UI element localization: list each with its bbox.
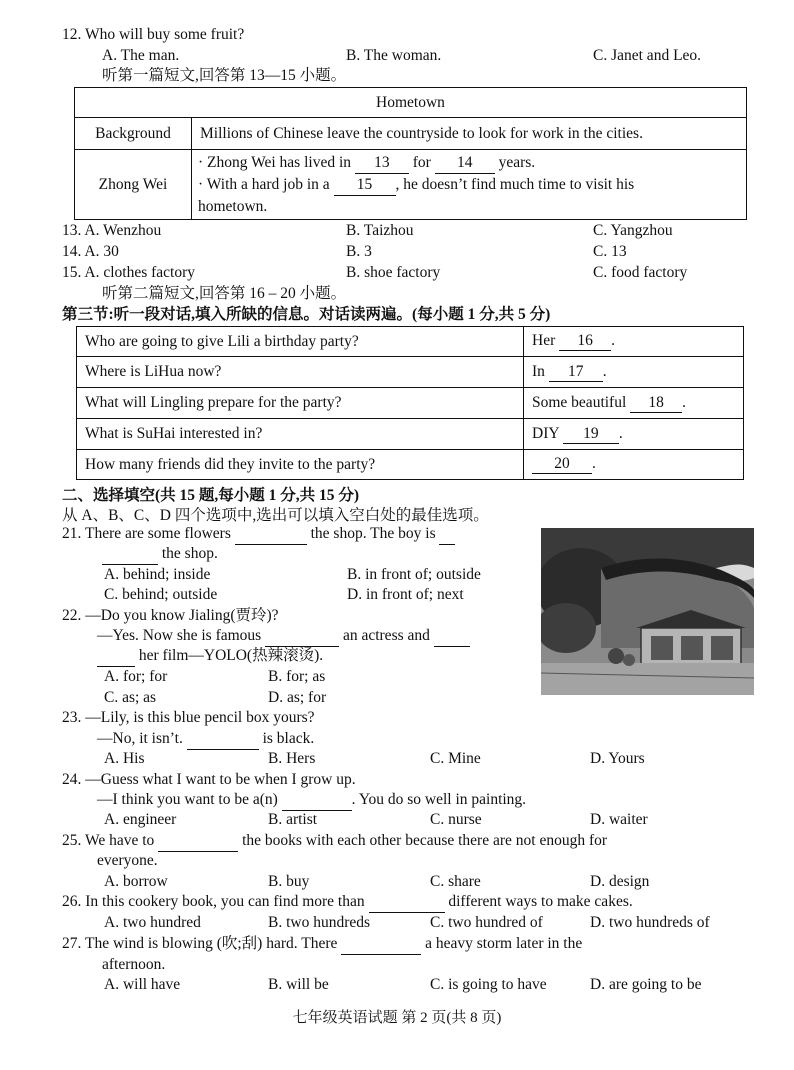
blank-14: 14	[435, 152, 495, 174]
zhong-wei-details	[192, 150, 747, 220]
q24-text-a: —I think you want to be a(n)	[97, 791, 278, 808]
q27-blank	[341, 934, 421, 955]
info-row	[77, 327, 744, 357]
q22-option-d: D. as; for	[268, 689, 327, 706]
part2-instruction: 从 A、B、C、D 四个选项中,选出可以填入空白处的最佳选项。	[62, 507, 489, 524]
line2-post: , he doesn’t find much time to visit his	[395, 176, 635, 193]
q22-blank2a	[434, 626, 470, 647]
background-label: Background	[75, 118, 192, 150]
line3: hometown.	[198, 198, 268, 215]
q12-option-b: B. The woman.	[346, 47, 442, 64]
q22-blank2b	[97, 646, 135, 667]
q27-line2: afternoon.	[102, 956, 166, 973]
q24-option-d: D. waiter	[590, 811, 648, 828]
zhong-wei-label: Zhong Wei	[75, 150, 192, 220]
q24-option-c: C. nurse	[430, 811, 482, 828]
answer-prefix: Some beautiful	[532, 393, 627, 411]
q23-option-c: C. Mine	[430, 750, 481, 767]
answer-suffix: .	[682, 393, 687, 411]
q14-option-c: C. 13	[593, 243, 627, 260]
answer-suffix: .	[592, 455, 596, 472]
q22-option-c: C. as; as	[104, 689, 157, 706]
q27-option-c: C. is going to have	[430, 976, 547, 993]
q15-option-c: C. food factory	[593, 264, 688, 281]
part2-title: 二、选择填空(共 15 题,每小题 1 分,共 15 分)	[62, 487, 360, 504]
q22-line1: 22. —Do you know Jialing(贾玲)?	[62, 607, 279, 624]
q26-line1	[62, 892, 633, 913]
q12-option-a: A. The man.	[102, 47, 180, 64]
info-row	[77, 388, 744, 419]
answer-suffix: .	[618, 424, 623, 442]
q14-option-a: 14. A. 30	[62, 243, 119, 260]
line1-pre: · Zhong Wei has lived in	[198, 154, 352, 171]
info-question: How many friends did they invite to the party?	[77, 450, 524, 480]
info-row	[77, 419, 744, 450]
q24-line1: 24. —Guess what I want to be when I grow up.	[62, 771, 356, 788]
q25-blank	[158, 831, 238, 852]
blank-16: 16	[559, 332, 611, 351]
blank-18: 18	[630, 394, 682, 413]
info-question: What will Lingling prepare for the party?	[77, 388, 524, 419]
q27-text-a: 27. The wind is blowing (吹;刮) hard. There	[62, 935, 338, 952]
info-table	[76, 326, 744, 480]
q25-option-c: C. share	[430, 873, 481, 890]
info-row	[77, 450, 744, 480]
q22-text-a: —Yes. Now she is famous	[97, 627, 262, 644]
info-answer	[524, 450, 744, 480]
info-question: What is SuHai interested in?	[77, 419, 524, 450]
q25-text-a: 25. We have to	[62, 832, 155, 849]
q22-text-c: her film—YOLO(热辣滚烫).	[138, 647, 324, 664]
info-question: Who are going to give Lili a birthday party?	[77, 327, 524, 357]
q27-option-d: D. are going to be	[590, 976, 702, 993]
q12-option-c: C. Janet and Leo.	[593, 47, 702, 64]
q21-line1	[62, 524, 455, 545]
answer-prefix: DIY	[532, 424, 559, 442]
q25-text-b: the books with each other because there are not enough for	[242, 832, 608, 849]
q23-text-b: is black.	[262, 730, 315, 747]
q21-option-c: C. behind; outside	[104, 586, 218, 603]
q21-blank1	[235, 524, 307, 545]
line1-mid: for	[412, 154, 431, 171]
q23-option-d: D. Yours	[590, 750, 645, 767]
q21-text-c: the shop.	[161, 545, 218, 562]
q21-option-d: D. in front of; next	[347, 586, 464, 603]
q25-option-d: D. design	[590, 873, 650, 890]
answer-suffix: .	[611, 332, 615, 349]
blank-15: 15	[334, 174, 396, 196]
q27-line1	[62, 934, 582, 955]
q26-blank	[369, 892, 445, 913]
q27-option-b: B. will be	[268, 976, 329, 993]
blank-17: 17	[549, 363, 603, 382]
q24-option-b: B. artist	[268, 811, 318, 828]
q24-blank	[282, 790, 352, 811]
q25-option-b: B. buy	[268, 873, 310, 890]
q23-line1: 23. —Lily, is this blue pencil box yours?	[62, 709, 315, 726]
q26-option-d: D. two hundreds of	[590, 914, 710, 931]
q26-option-b: B. two hundreds	[268, 914, 371, 931]
q25-line2: everyone.	[97, 852, 158, 869]
q21-option-a: A. behind; inside	[104, 566, 211, 583]
info-answer	[524, 419, 744, 450]
q23-option-a: A. His	[104, 750, 145, 767]
q23-line2	[97, 729, 314, 750]
info-answer	[524, 357, 744, 388]
q13-option-b: B. Taizhou	[346, 222, 414, 239]
q27-option-a: A. will have	[104, 976, 181, 993]
q22-line3	[97, 646, 323, 667]
background-text: Millions of Chinese leave the countryside to look for work in the cities.	[192, 118, 747, 150]
info-answer	[524, 327, 744, 357]
hometown-title: Hometown	[75, 88, 747, 118]
answer-suffix: .	[602, 362, 607, 380]
q27-text-b: a heavy storm later in the	[425, 935, 583, 952]
q21-text-a: 21. There are some flowers	[62, 525, 231, 542]
q23-blank	[187, 729, 259, 750]
q24-line2	[97, 790, 526, 811]
q24-option-a: A. engineer	[104, 811, 177, 828]
blank-19: 19	[563, 425, 619, 444]
passage2-instruction: 听第二篇短文,回答第 16 – 20 小题。	[102, 285, 347, 302]
q21-blank2a	[439, 524, 455, 545]
q26-text-a: 26. In this cookery book, you can find more than	[62, 893, 365, 910]
shop-illustration-graphic	[541, 528, 754, 695]
q22-text-b: an actress and	[342, 627, 430, 644]
hometown-table	[74, 87, 747, 220]
q12-stem: 12. Who will buy some fruit?	[62, 26, 245, 43]
q25-option-a: A. borrow	[104, 873, 168, 890]
blank-20: 20	[532, 455, 592, 474]
q21-option-b: B. in front of; outside	[347, 566, 481, 583]
q26-option-a: A. two hundred	[104, 914, 201, 931]
q13-option-a: 13. A. Wenzhou	[62, 222, 162, 239]
q13-option-c: C. Yangzhou	[593, 222, 673, 239]
q21-blank2b	[102, 544, 158, 565]
line2-pre: · With a hard job in a	[198, 176, 330, 193]
q22-option-b: B. for; as	[268, 668, 326, 685]
answer-prefix: Her	[532, 332, 556, 349]
q25-line1	[62, 831, 607, 852]
info-answer	[524, 388, 744, 419]
info-row	[77, 357, 744, 388]
blank-13: 13	[355, 152, 409, 174]
q23-option-b: B. Hers	[268, 750, 316, 767]
line1-post: years.	[498, 154, 536, 171]
answer-prefix: In	[532, 362, 545, 380]
q22-option-a: A. for; for	[104, 668, 168, 685]
q15-option-b: B. shoe factory	[346, 264, 441, 281]
q24-text-b: . You do so well in painting.	[351, 791, 527, 808]
q15-option-a: 15. A. clothes factory	[62, 264, 196, 281]
q22-blank1	[265, 626, 339, 647]
q26-text-b: different ways to make cakes.	[448, 893, 633, 910]
passage1-instruction: 听第一篇短文,回答第 13—15 小题。	[102, 67, 347, 84]
shop-illustration	[541, 528, 754, 695]
page-footer: 七年级英语试题 第 2 页(共 8 页)	[292, 1010, 502, 1026]
q26-option-c: C. two hundred of	[430, 914, 543, 931]
q14-option-b: B. 3	[346, 243, 372, 260]
info-question: Where is LiHua now?	[77, 357, 524, 388]
q21-text-b: the shop. The boy is	[310, 525, 436, 542]
section3-title: 第三节:听一段对话,填入所缺的信息。对话读两遍。(每小题 1 分,共 5 分)	[62, 306, 551, 323]
q22-line2	[97, 626, 470, 647]
q23-text-a: —No, it isn’t.	[97, 730, 183, 747]
q21-line2	[102, 544, 218, 565]
